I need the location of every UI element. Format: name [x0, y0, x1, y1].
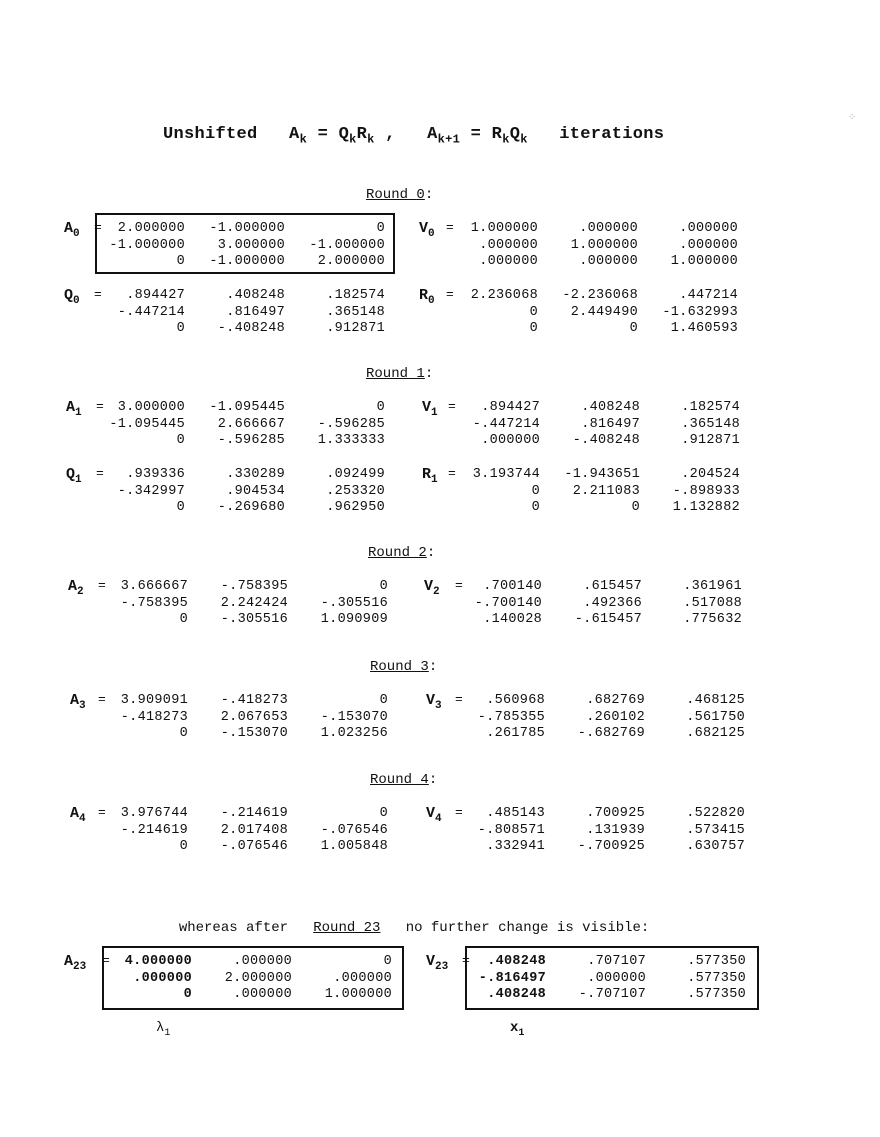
q1-label: $Q_1$ [66, 466, 82, 486]
v2-cell: -.700140 [474, 595, 542, 611]
q0-cell: .894427 [126, 288, 185, 303]
q1-cell: .253320 [326, 483, 385, 499]
v4-cell: .131939 [586, 822, 645, 838]
a1-label: $A_1$ [66, 399, 82, 419]
a0-cell: -1.000000 [209, 221, 285, 236]
r0-cell: 0 [529, 304, 538, 320]
r1-cell: -1.943651 [564, 467, 640, 482]
v23-cell: .408248 [487, 987, 546, 1002]
lambda-1-label: $\lambda_1$ [156, 1020, 171, 1039]
a0-equals: = [94, 220, 102, 235]
v2-equals: = [455, 578, 463, 593]
r0-cell: -2.236068 [562, 288, 638, 303]
q1-cell: .330289 [226, 467, 285, 482]
title-sub-k: k [299, 132, 308, 147]
v3-cell: .682125 [686, 726, 745, 741]
v2-cell: .361961 [683, 579, 742, 594]
a2-label: $A_2$ [68, 578, 84, 598]
q0-cell: -.408248 [217, 321, 285, 336]
v2-cell: .492366 [583, 595, 642, 611]
a3-cell: 0 [379, 693, 388, 708]
v1-equals: = [448, 399, 456, 414]
v1-cell: .365148 [681, 416, 740, 432]
a23-cell: .000000 [333, 970, 392, 986]
v4-cell: -.700925 [577, 839, 645, 854]
v0-cell: 1.000000 [470, 221, 538, 236]
v4-cell: .522820 [686, 806, 745, 821]
a23-cell: .000000 [233, 987, 292, 1002]
a2-equals: = [98, 578, 106, 593]
v23-box [465, 946, 759, 1010]
a1-cell: 2.666667 [217, 416, 285, 432]
v3-cell: .261785 [486, 726, 545, 741]
title-word-iterations: iterations [559, 125, 665, 144]
r1-cell: -.898933 [672, 483, 740, 499]
final-note [162, 904, 649, 936]
a23-cell: .000000 [233, 954, 292, 969]
q0-cell: .912871 [326, 321, 385, 336]
r1-cell: 0 [531, 483, 540, 499]
a0-cell: -1.000000 [209, 254, 285, 269]
a4-equals: = [98, 805, 106, 820]
v1-cell: .912871 [681, 433, 740, 448]
v2-cell: .775632 [683, 612, 742, 627]
r1-cell: 1.132882 [672, 500, 740, 515]
v2-cell: .140028 [483, 612, 542, 627]
title-sub-k1: k+1 [437, 132, 461, 147]
a23-cell: 0 [383, 954, 392, 969]
v1-cell: .182574 [681, 400, 740, 415]
a1-equals: = [96, 399, 104, 414]
a4-label: $A_4$ [70, 805, 86, 825]
v23-label: $V_{23}$ [426, 953, 449, 973]
a0-cell: 3.000000 [217, 237, 285, 253]
a3-cell: -.418273 [220, 693, 288, 708]
a1-cell: 0 [176, 433, 185, 448]
a3-cell: -.153070 [320, 709, 388, 725]
r1-cell: 3.193744 [472, 467, 540, 482]
v0-cell: .000000 [579, 254, 638, 269]
a2-cell: 0 [179, 612, 188, 627]
x-1-label: $x_1$ [510, 1020, 525, 1039]
title-sub-k: k [520, 132, 528, 147]
a4-cell: -.076546 [320, 822, 388, 838]
v3-cell: -.682769 [577, 726, 645, 741]
v23-cell: .577350 [687, 954, 746, 969]
a3-cell: 1.023256 [320, 726, 388, 741]
a0-cell: -1.000000 [309, 237, 385, 253]
a0-label: $A_0$ [64, 220, 80, 240]
q0-cell: 0 [176, 321, 185, 336]
v0-cell: 1.000000 [570, 237, 638, 253]
a1-cell: -1.095445 [109, 416, 185, 432]
r1-cell: 2.211083 [572, 483, 640, 499]
v3-label: $V_3$ [426, 692, 442, 712]
v1-label: $V_1$ [422, 399, 438, 419]
a4-cell: 0 [379, 806, 388, 821]
round-heading-0: Round 0: [366, 187, 434, 203]
a2-cell: -.305516 [320, 595, 388, 611]
a2-cell: 1.090909 [320, 612, 388, 627]
a2-cell: 0 [379, 579, 388, 594]
r1-cell: .204524 [681, 467, 740, 482]
r1-equals: = [448, 466, 456, 481]
scan-speck: ⁘ [848, 113, 857, 124]
a3-cell: -.418273 [120, 709, 188, 725]
q1-equals: = [96, 466, 104, 481]
v23-cell: .577350 [687, 970, 746, 986]
a0-cell: 2.000000 [317, 254, 385, 269]
v4-cell: -.808571 [477, 822, 545, 838]
v3-cell: .682769 [586, 693, 645, 708]
v1-cell: -.447214 [472, 416, 540, 432]
v3-cell: .468125 [686, 693, 745, 708]
a4-cell: 0 [179, 839, 188, 854]
v23-cell: -.707107 [578, 987, 646, 1002]
v3-cell: .260102 [586, 709, 645, 725]
a2-cell: 2.242424 [220, 595, 288, 611]
v1-cell: .894427 [481, 400, 540, 415]
page-title [142, 106, 664, 146]
v1-cell: .000000 [481, 433, 540, 448]
title-q: Q [509, 125, 521, 144]
a0-box [95, 213, 395, 274]
v2-cell: .615457 [583, 579, 642, 594]
a2-cell: -.758395 [220, 579, 288, 594]
v4-cell: .573415 [686, 822, 745, 838]
title-r: R [356, 125, 368, 144]
a1-cell: -.596285 [217, 433, 285, 448]
a23-label: $A_{23}$ [64, 953, 87, 973]
a23-cell: 1.000000 [324, 987, 392, 1002]
round-heading-1: Round 1: [366, 366, 434, 382]
q0-equals: = [94, 287, 102, 302]
a23-cell: 4.000000 [124, 954, 192, 969]
a0-cell: 0 [176, 254, 185, 269]
v0-cell: 1.000000 [670, 254, 738, 269]
a4-cell: 1.005848 [320, 839, 388, 854]
a1-cell: -.596285 [317, 416, 385, 432]
v23-cell: -.816497 [478, 970, 546, 986]
q0-label: $Q_0$ [64, 287, 80, 307]
a4-cell: -.076546 [220, 839, 288, 854]
a3-cell: 2.067653 [220, 709, 288, 725]
q1-cell: .939336 [126, 467, 185, 482]
title-eq-q: = Q [307, 125, 350, 144]
a0-cell: 2.000000 [117, 221, 185, 236]
title-comma-a: , A [374, 125, 438, 144]
q0-cell: .408248 [226, 288, 285, 303]
title-eq-r: = R [460, 125, 503, 144]
a1-cell: 1.333333 [317, 433, 385, 448]
title-word-unshifted: Unshifted [163, 125, 258, 144]
v3-cell: .561750 [686, 709, 745, 725]
r0-cell: -1.632993 [662, 304, 738, 320]
r0-cell: .447214 [679, 288, 738, 303]
v23-cell: .707107 [587, 954, 646, 969]
r0-cell: 2.236068 [470, 288, 538, 303]
v23-equals: = [462, 953, 470, 968]
a23-box [102, 946, 404, 1010]
v0-cell: .000000 [679, 221, 738, 236]
r0-cell: 0 [529, 321, 538, 336]
a1-cell: 3.000000 [117, 400, 185, 415]
final-note-round: Round 23 [313, 920, 381, 936]
a4-cell: 2.017408 [220, 822, 288, 838]
a4-cell: -.214619 [120, 822, 188, 838]
q1-cell: -.342997 [117, 483, 185, 499]
v2-cell: .700140 [483, 579, 542, 594]
title-a: A [289, 125, 300, 144]
v1-cell: -.408248 [572, 433, 640, 448]
q0-cell: -.447214 [117, 304, 185, 320]
v0-cell: .000000 [579, 221, 638, 236]
v23-cell: .000000 [587, 970, 646, 986]
a4-cell: 3.976744 [120, 806, 188, 821]
title-sub-k: k [502, 132, 510, 147]
a3-cell: 3.909091 [120, 693, 188, 708]
a4-cell: -.214619 [220, 806, 288, 821]
v2-cell: -.615457 [574, 612, 642, 627]
round-heading-3: Round 3: [370, 659, 438, 675]
q1-cell: -.269680 [217, 500, 285, 515]
q0-cell: .182574 [326, 288, 385, 303]
title-sub-k: k [349, 132, 357, 147]
a2-cell: -.758395 [120, 595, 188, 611]
v3-equals: = [455, 692, 463, 707]
a2-cell: 3.666667 [120, 579, 188, 594]
a3-cell: -.153070 [220, 726, 288, 741]
v3-cell: -.785355 [477, 709, 545, 725]
v2-label: $V_2$ [424, 578, 440, 598]
v0-cell: .000000 [679, 237, 738, 253]
v0-cell: .000000 [479, 254, 538, 269]
v4-equals: = [455, 805, 463, 820]
final-note-after: no further change is visible: [405, 920, 650, 936]
a3-cell: 0 [179, 726, 188, 741]
a23-cell: 2.000000 [224, 970, 292, 986]
v0-label: $V_0$ [419, 220, 435, 240]
round-heading-4: Round 4: [370, 772, 438, 788]
v1-cell: .816497 [581, 416, 640, 432]
r1-cell: 0 [631, 500, 640, 515]
r0-equals: = [446, 287, 454, 302]
a3-equals: = [98, 692, 106, 707]
v4-cell: .700925 [586, 806, 645, 821]
v3-cell: .560968 [486, 693, 545, 708]
v2-cell: .517088 [683, 595, 742, 611]
q1-cell: .962950 [326, 500, 385, 515]
round-heading-2: Round 2: [368, 545, 436, 561]
a1-cell: 0 [376, 400, 385, 415]
a3-label: $A_3$ [70, 692, 86, 712]
v4-cell: .630757 [686, 839, 745, 854]
r1-cell: 0 [531, 500, 540, 515]
q0-cell: .816497 [226, 304, 285, 320]
a23-equals: = [102, 953, 110, 968]
v0-equals: = [446, 220, 454, 235]
a0-cell: -1.000000 [109, 237, 185, 253]
v23-cell: .408248 [487, 954, 546, 969]
q0-cell: .365148 [326, 304, 385, 320]
v23-cell: .577350 [687, 987, 746, 1002]
v1-cell: .408248 [581, 400, 640, 415]
r0-label: $R_0$ [419, 287, 435, 307]
a0-cell: 0 [376, 221, 385, 236]
v4-cell: .332941 [486, 839, 545, 854]
q1-cell: .904534 [226, 483, 285, 499]
r0-cell: 2.449490 [570, 304, 638, 320]
r0-cell: 1.460593 [670, 321, 738, 336]
v4-label: $V_4$ [426, 805, 442, 825]
q1-cell: 0 [176, 500, 185, 515]
r0-cell: 0 [629, 321, 638, 336]
r1-label: $R_1$ [422, 466, 438, 486]
v0-cell: .000000 [479, 237, 538, 253]
a2-cell: -.305516 [220, 612, 288, 627]
title-sub-k: k [367, 132, 375, 147]
a23-cell: 0 [183, 987, 192, 1002]
q1-cell: .092499 [326, 467, 385, 482]
v4-cell: .485143 [486, 806, 545, 821]
a1-cell: -1.095445 [209, 400, 285, 415]
final-note-before: whereas after [178, 920, 289, 936]
a23-cell: .000000 [133, 970, 192, 986]
